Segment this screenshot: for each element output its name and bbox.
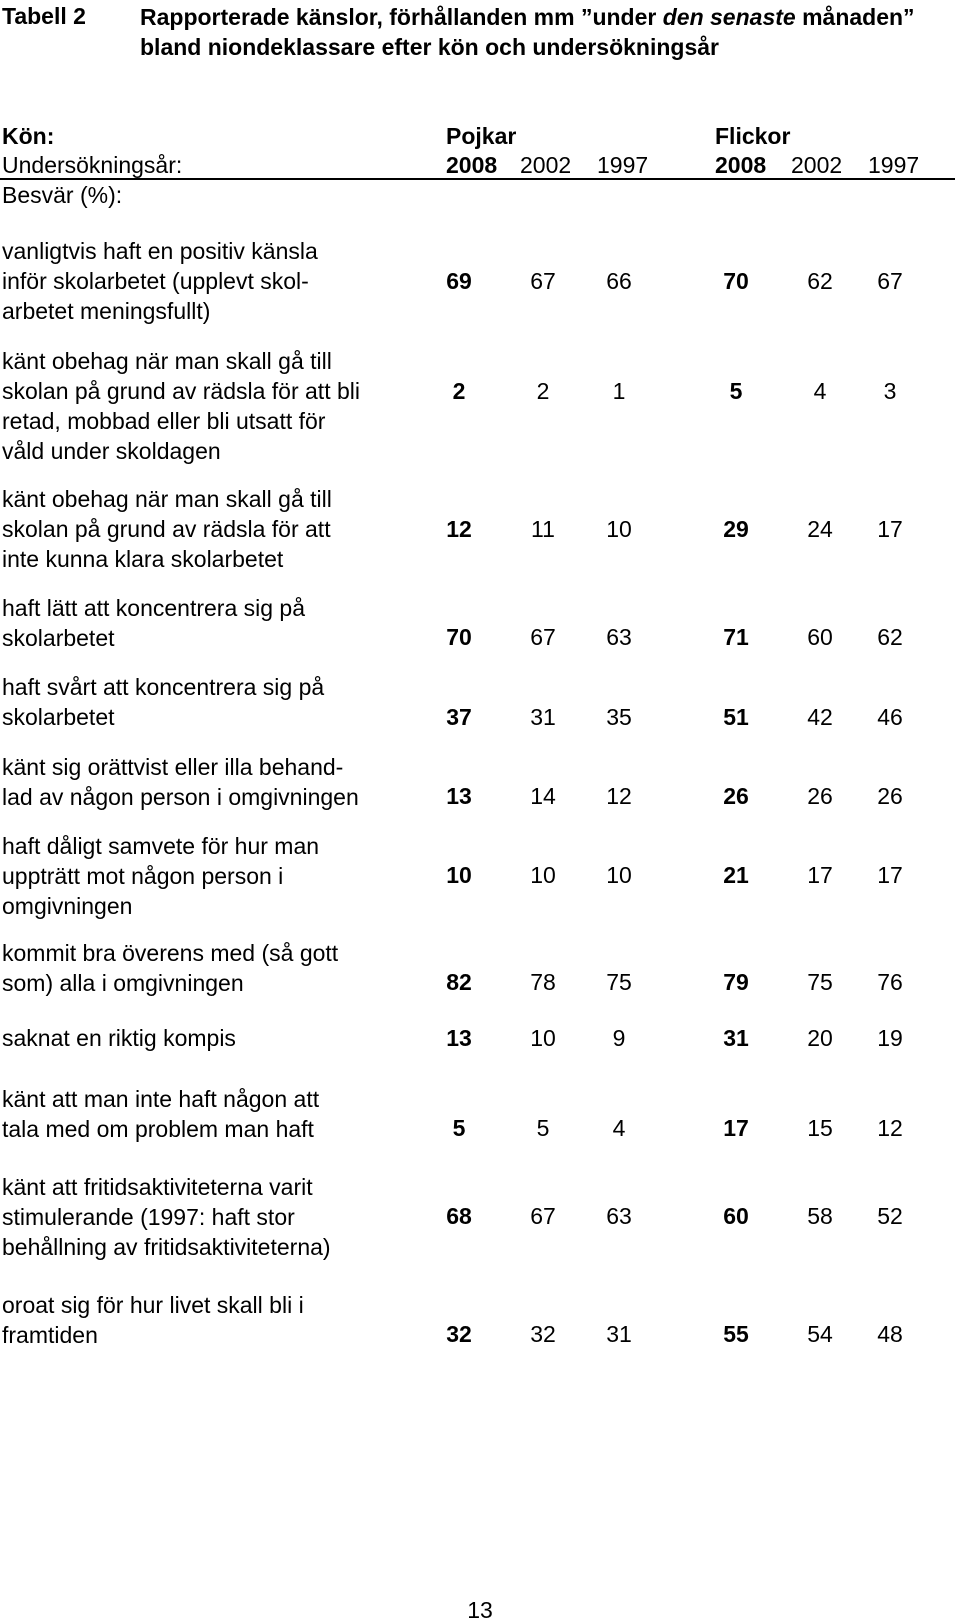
year-header: 1997 bbox=[868, 152, 920, 178]
row-value: 14 bbox=[530, 783, 556, 809]
year-header: 2002 bbox=[791, 152, 843, 178]
row-value: 58 bbox=[807, 1203, 833, 1229]
row-value: 13 bbox=[446, 1025, 472, 1051]
row-label: vanligtvis haft en positiv känsla inför skolarbetet (upplevt skol- arbetet meningsfullt) bbox=[2, 238, 318, 324]
row-value: 62 bbox=[877, 624, 903, 650]
row-value: 20 bbox=[807, 1025, 833, 1051]
row-value: 5 bbox=[536, 1115, 550, 1141]
row-value: 29 bbox=[723, 516, 749, 542]
row-label: oroat sig för hur livet skall bli i framtiden bbox=[2, 1292, 304, 1348]
row-value: 26 bbox=[877, 783, 903, 809]
row-value: 15 bbox=[807, 1115, 833, 1141]
row-value: 32 bbox=[446, 1321, 472, 1347]
row-value: 11 bbox=[531, 516, 555, 542]
row-label: känt att fritidsaktiviteterna varit stimulerande (1997: haft stor behållning av fritidsaktiviteterna) bbox=[2, 1174, 331, 1260]
row-value: 2 bbox=[452, 378, 466, 404]
row-value: 10 bbox=[606, 862, 632, 888]
row-value: 17 bbox=[877, 516, 903, 542]
boys-header: Pojkar bbox=[446, 123, 517, 149]
row-value: 10 bbox=[530, 862, 556, 888]
row-value: 5 bbox=[729, 378, 743, 404]
row-label: haft svårt att koncentrera sig på skolarbetet bbox=[2, 674, 325, 730]
row-value: 51 bbox=[723, 704, 749, 730]
row-value: 82 bbox=[446, 969, 472, 995]
row-value: 46 bbox=[877, 704, 903, 730]
measure-label: Besvär (%): bbox=[2, 182, 123, 208]
girls-header: Flickor bbox=[715, 123, 791, 149]
header-rule bbox=[0, 178, 955, 180]
row-value: 12 bbox=[877, 1115, 903, 1141]
row-value: 67 bbox=[877, 268, 903, 294]
row-label: känt obehag när man skall gå till skolan på grund av rädsla för att inte kunna klara skolarbetet bbox=[2, 486, 332, 572]
row-value: 3 bbox=[883, 378, 897, 404]
row-value: 35 bbox=[606, 704, 632, 730]
page-number: 13 bbox=[467, 1597, 493, 1623]
row-value: 4 bbox=[612, 1115, 626, 1141]
row-value: 79 bbox=[723, 969, 749, 995]
row-value: 54 bbox=[807, 1321, 833, 1347]
row-value: 71 bbox=[723, 624, 749, 650]
row-value: 9 bbox=[612, 1025, 626, 1051]
row-value: 70 bbox=[446, 624, 472, 650]
row-value: 17 bbox=[723, 1115, 749, 1141]
row-value: 52 bbox=[877, 1203, 903, 1229]
row-label: känt obehag när man skall gå till skolan på grund av rädsla för att bli retad, mobbad eller bli utsatt för våld under skoldagen bbox=[2, 348, 360, 464]
row-value: 69 bbox=[446, 268, 472, 294]
row-value: 10 bbox=[446, 862, 472, 888]
row-value: 66 bbox=[606, 268, 632, 294]
row-label: känt sig orättvist eller illa behand- lad av någon person i omgivningen bbox=[2, 754, 359, 810]
row-value: 21 bbox=[723, 862, 749, 888]
year-header: 1997 bbox=[597, 152, 649, 178]
row-value: 48 bbox=[877, 1321, 903, 1347]
title-italic: den senaste bbox=[662, 4, 796, 30]
row-value: 10 bbox=[606, 516, 632, 542]
row-value: 10 bbox=[530, 1025, 556, 1051]
row-value: 68 bbox=[446, 1203, 472, 1229]
row-label: saknat en riktig kompis bbox=[2, 1025, 236, 1051]
row-value: 26 bbox=[723, 783, 749, 809]
row-value: 32 bbox=[530, 1321, 556, 1347]
row-value: 17 bbox=[877, 862, 903, 888]
row-value: 70 bbox=[723, 268, 749, 294]
row-value: 67 bbox=[530, 624, 556, 650]
row-value: 55 bbox=[723, 1321, 749, 1347]
gender-label: Kön: bbox=[2, 123, 55, 149]
row-value: 31 bbox=[530, 704, 556, 730]
row-label: haft dåligt samvete för hur man uppträtt mot någon person i omgivningen bbox=[2, 833, 320, 919]
table-number: Tabell 2 bbox=[2, 3, 86, 29]
year-header: 2008 bbox=[715, 152, 767, 178]
row-value: 19 bbox=[877, 1025, 903, 1051]
row-value: 13 bbox=[446, 783, 472, 809]
row-value: 24 bbox=[807, 516, 833, 542]
row-value: 4 bbox=[813, 378, 827, 404]
table-title bbox=[140, 2, 950, 62]
row-label: kommit bra överens med (så gott som) alla i omgivningen bbox=[2, 940, 339, 996]
row-value: 31 bbox=[606, 1321, 632, 1347]
row-value: 12 bbox=[606, 783, 632, 809]
row-value: 5 bbox=[452, 1115, 466, 1141]
row-value: 17 bbox=[807, 862, 833, 888]
title-part-1: Rapporterade känslor, förhållanden mm ”under bbox=[140, 4, 663, 30]
row-value: 75 bbox=[606, 969, 632, 995]
row-label: känt att man inte haft någon att tala med om problem man haft bbox=[2, 1086, 320, 1142]
row-label: haft lätt att koncentrera sig på skolarbetet bbox=[2, 595, 306, 651]
row-value: 31 bbox=[723, 1025, 749, 1051]
row-value: 2 bbox=[536, 378, 550, 404]
row-value: 63 bbox=[606, 624, 632, 650]
year-header: 2002 bbox=[520, 152, 572, 178]
row-value: 1 bbox=[612, 378, 626, 404]
row-value: 76 bbox=[877, 969, 903, 995]
row-value: 37 bbox=[446, 704, 472, 730]
row-value: 62 bbox=[807, 268, 833, 294]
year-label: Undersökningsår: bbox=[2, 152, 183, 178]
row-value: 60 bbox=[807, 624, 833, 650]
row-value: 60 bbox=[723, 1203, 749, 1229]
row-value: 26 bbox=[807, 783, 833, 809]
title-part-2: månaden” bland niondeklassare efter kön och undersökningsår bbox=[140, 4, 915, 60]
row-value: 78 bbox=[530, 969, 556, 995]
row-value: 75 bbox=[807, 969, 833, 995]
row-value: 63 bbox=[606, 1203, 632, 1229]
row-value: 67 bbox=[530, 268, 556, 294]
row-value: 42 bbox=[807, 704, 833, 730]
row-value: 67 bbox=[530, 1203, 556, 1229]
year-header: 2008 bbox=[446, 152, 498, 178]
row-value: 12 bbox=[446, 516, 472, 542]
